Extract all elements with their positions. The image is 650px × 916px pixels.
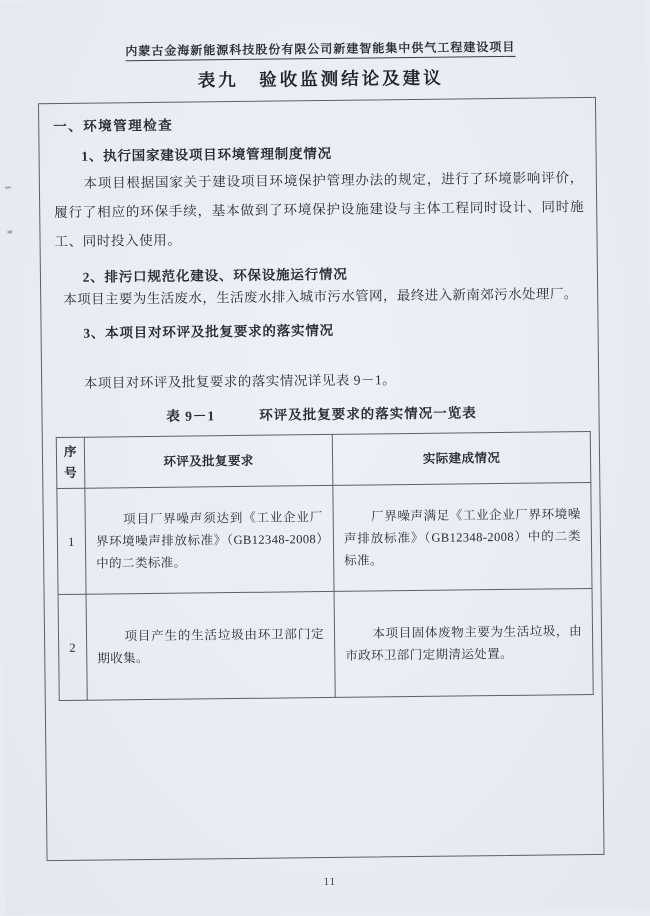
table-caption-title: 环评及批复要求的落实情况一览表 [259, 405, 477, 423]
item1-heading: 1、执行国家建设项目环境管理制度情况 [81, 145, 332, 164]
row2-requirement: 项目产生的生活垃圾由环卫部门定期收集。 [86, 591, 335, 700]
row2-serial-number: 2 [58, 594, 87, 700]
item3-heading: 3、本项目对环评及批复要求的落实情况 [83, 322, 335, 341]
table-caption-number: 表 9－1 [166, 408, 216, 424]
column-header-actual-status: 实际建成情况 [332, 431, 591, 485]
item2-heading: 2、排污口规范化建设、环保设施运行情况 [82, 266, 348, 285]
page-number: 11 [323, 875, 337, 889]
section-heading-environment-management-check: 一、环境管理检查 [53, 117, 174, 135]
column-header-serial-number: 序号 [56, 437, 85, 488]
item1-paragraph: 本项目根据国家关于建设项目环境保护管理办法的规定，进行了环境影响评价，履行了相应的环保手续，基本做到了环境保护设施建设与主体工程同时设计、同时施工、同时投入使用。 [54, 170, 585, 250]
row1-requirement: 项目厂界噪声须达到《工业企业厂界环境噪声排放标准》（GB12348-2008）中的二类标准。 [85, 485, 334, 594]
row2-actual-status: 本项目固体废物主要为生活垃圾，由市政环卫部门定期清运处置。 [334, 588, 593, 697]
row1-actual-status: 厂界噪声满足《工业企业厂界环境噪声排放标准》（GB12348-2008）中的二类标准。 [333, 482, 592, 591]
table-row [57, 482, 592, 594]
table-header-row [56, 431, 591, 488]
column-header-requirement: 环评及批复要求 [84, 434, 333, 488]
scan-artifact [7, 231, 12, 234]
document-header [0, 36, 645, 60]
row1-serial-number: 1 [57, 488, 86, 594]
item3-reference-line: 本项目对环评及批复要求的落实情况详见表 9－1。 [83, 372, 397, 391]
requirements-table [56, 431, 594, 701]
page-title: 表九 验收监测结论及建议 [197, 67, 444, 91]
scan-artifact [5, 187, 11, 189]
content-box [38, 97, 605, 861]
table-caption [54, 400, 588, 426]
project-name-underlined: 内蒙古金海新能源科技股份有限公司新建智能集中供气工程建设项目 [125, 40, 515, 61]
item2-paragraph: 本项目主要为生活废水，生活废水排入城市污水管网，最终进入新南郊污水处理厂。 [63, 286, 578, 307]
table-row [58, 588, 593, 700]
